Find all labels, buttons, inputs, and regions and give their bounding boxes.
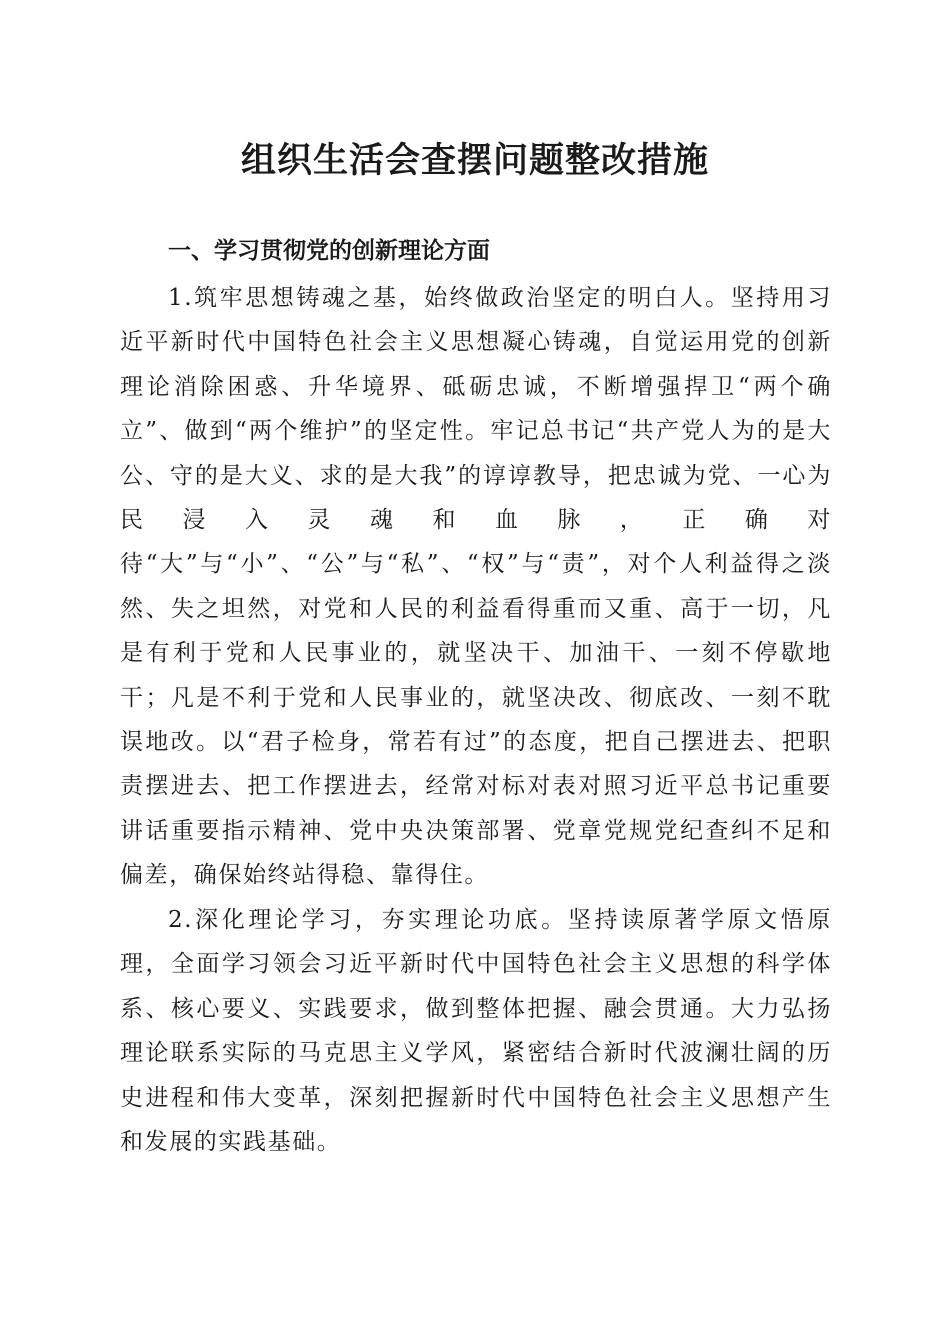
document-title: 组织生活会查摆问题整改措施 xyxy=(240,140,709,181)
section-heading: 一、学习贯彻党的创新理论方面 xyxy=(168,238,490,264)
paragraph-1: 1.筑牢思想铸魂之基，始终做政治坚定的明白人。坚持用习近平新时代中国特色社会主义思想凝心铸魂，自觉运用党的创新理论消除困惑、升华境界、砥砺忠诚，不断增强捍卫“两个确立”、做到“两个维护”的坚定性。牢记总书记“共产党人为的是大公、守的是大义、求的是大我”的谆谆教导，把忠诚为党、一心为民浸入灵魂和血脉，正确对待“大”与“小”、“公”与“私”、“权”与“责”，对个人利益得之淡然、失之坦然，对党和人民的利益看得重而又重、高于一切，凡是有利于党和人民事业的，就坚决干、加油干、一刻不停歇地干；凡是不利于党和人民事业的，就坚决改、彻底改、一刻不耽误地改。以“君子检身，常若有过”的态度，把自己摆进去、把职责摆进去、把工作摆进去，经常对标对表对照习近平总书记重要讲话重要指示精神、党中央决策部署、党章党规党纪查纠不足和偏差，确保始终站得稳、靠得住。 xyxy=(120,285,832,889)
paragraph-2: 2.深化理论学习，夯实理论功底。坚持读原著学原文悟原理，全面学习领会习近平新时代中国特色社会主义思想的科学体系、核心要义、实践要求，做到整体把握、融会贯通。大力弘扬理论联系实际的马克思主义学风，紧密结合新时代波澜壮阔的历史进程和伟大变革，深刻把握新时代中国特色社会主义思想产生和发展的实践基础。 xyxy=(120,907,832,1156)
